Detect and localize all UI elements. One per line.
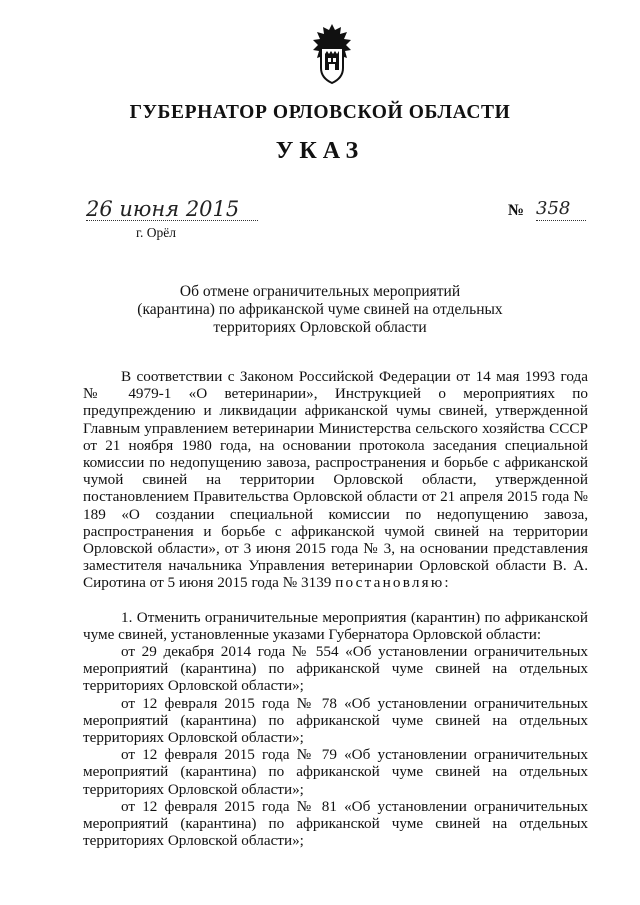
document-subject <box>100 283 540 337</box>
decree-list-item: от 12 февраля 2015 года № 81 «Об установлении ограничительных мероприятий (карантина) по африканской чуме свиней на отдельных территориях Орловской области»; <box>83 797 588 850</box>
coat-of-arms-icon <box>307 22 357 86</box>
issuing-authority: ГУБЕРНАТОР ОРЛОВСКОЙ ОБЛАСТИ <box>129 102 511 123</box>
decree-list-item: от 29 декабря 2014 года № 554 «Об установлении ограничительных мероприятий (карантина) по африканской чуме свиней на отдельных территориях Орловской области»; <box>83 643 588 695</box>
decree-word: постановляю: <box>335 574 451 592</box>
preamble-text: В соответствии с Законом Российской Федерации от 14 мая 1993 года № 4979-1 «О ветеринарии», Инструкцией о мероприятиях по предупреждению и ликвидации африканской чумы свиней, утвержденной Главным управлением ветеринарии Министерства сельского хозяйства СССР от 21 ноября 1980 года, на основании протокола заседания специальной комиссии по недопущению завоза, распространения и борьбе с африканской чумой свиней на территории Орловской области, утвержденной постановлением Правительства Орловской области от 21 апреля 2015 года № 189 «О создании специальной комиссии по недопущению завоза, распространения и борьбе с африканской чумой свиней на территории Орловской области», от 3 июня 2015 года № 3, на основании представления заместителя начальника Управления ветеринарии Орловской области В. А. Сиротина от 5 июня 2015 года № 3139 <box>83 368 588 592</box>
document-type: УКАЗ <box>275 138 365 164</box>
document-number: 358 <box>536 198 586 221</box>
subject-line: (карантина) по африканской чуме свиней на отдельных <box>137 301 503 318</box>
decree-list-item: от 12 февраля 2015 года № 79 «Об установлении ограничительных мероприятий (карантина) по африканской чуме свиней на отдельных территориях Орловской области»; <box>83 746 588 798</box>
decree-list-item: от 12 февраля 2015 года № 78 «Об установлении ограничительных мероприятий (карантина) по африканской чуме свиней на отдельных территориях Орловской области»; <box>83 694 588 747</box>
item-1-paragraph: 1. Отменить ограничительные мероприятия (карантин) по африканской чуме свиней, установленные указами Губернатора Орловской области: <box>83 608 588 643</box>
document-date: 26 июня 2015 <box>86 198 258 221</box>
subject-line: Об отмене ограничительных мероприятий <box>179 283 461 300</box>
preamble-paragraph <box>83 368 588 592</box>
subject-line: территориях Орловской области <box>213 319 427 336</box>
document-body <box>83 368 588 849</box>
number-label: № <box>508 202 525 219</box>
city: г. Орёл <box>136 225 176 240</box>
